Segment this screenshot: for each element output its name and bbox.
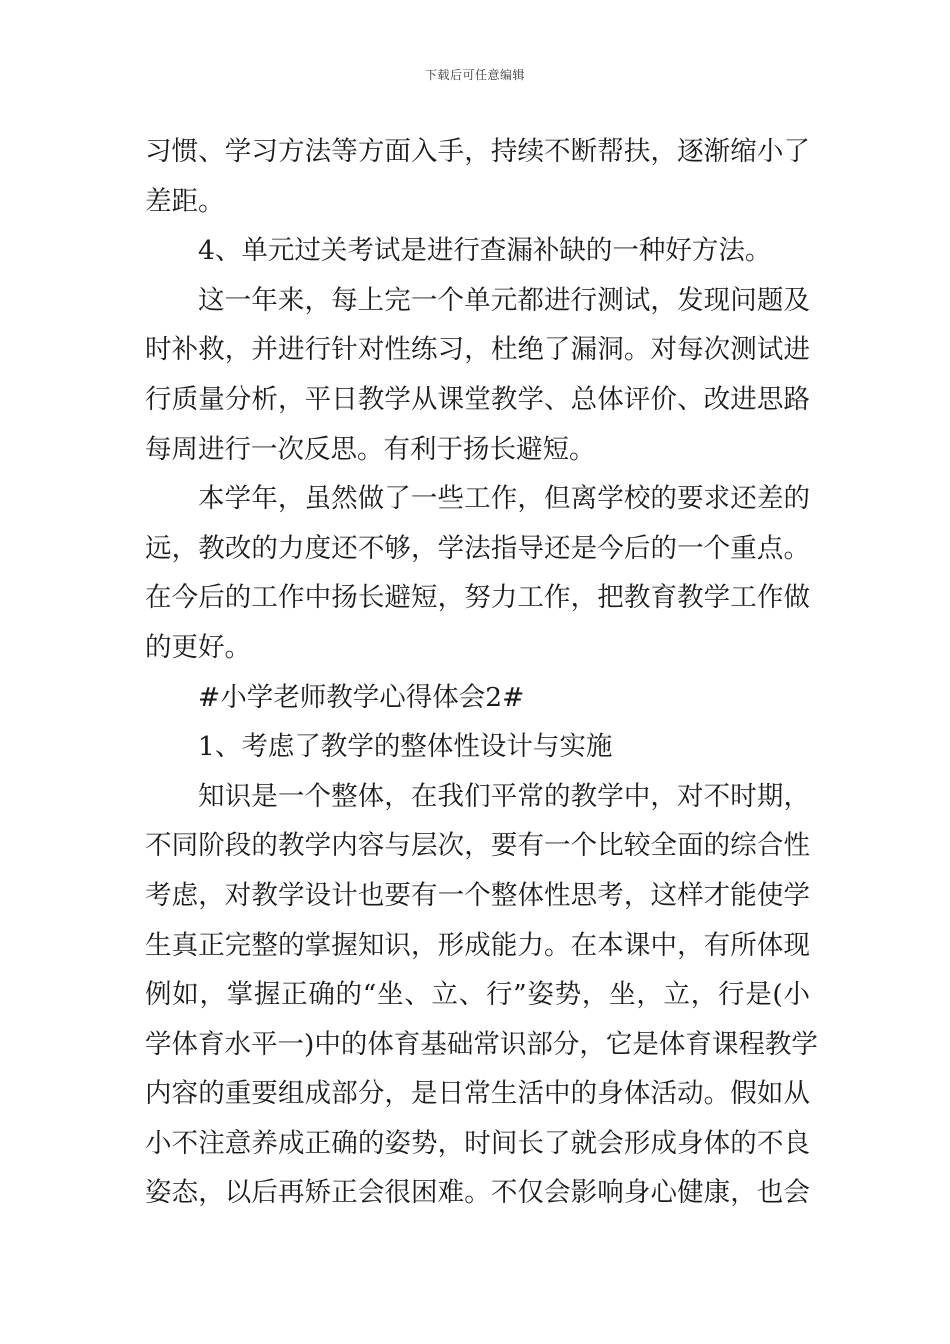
text-line: 每周进行一次反思。有利于扬长避短。 bbox=[145, 433, 596, 465]
text-line: 时补救，并进行针对性练习，杜绝了漏洞。对每次测试进 bbox=[145, 334, 810, 366]
text-line: 考虑，对教学设计也要有一个整体性思考，这样才能使学 bbox=[145, 879, 810, 911]
text-line: 内容的重要组成部分，是日常生活中的身体活动。假如从 bbox=[145, 1078, 810, 1110]
paragraph-start: 知识是一个整体，在我们平常的教学中，对不时期， bbox=[198, 780, 810, 812]
list-item-heading: 4、单元过关考试是进行查漏补缺的一种好方法。 bbox=[198, 235, 772, 267]
list-item-heading: 1、考虑了教学的整体性设计与实施 bbox=[198, 731, 613, 763]
text-line: 学体育水平一)中的体育基础常识部分，它是体育课程教学 bbox=[145, 1028, 818, 1060]
text-line: 生真正完整的掌握知识，形成能力。在本课中，有所体现 bbox=[145, 929, 810, 961]
text-line: 不同阶段的教学内容与层次，要有一个比较全面的综合性 bbox=[145, 830, 810, 862]
text-line: 远，教改的力度还不够，学法指导还是今后的一个重点。 bbox=[145, 532, 810, 564]
text-line: 差距。 bbox=[145, 185, 225, 217]
paragraph-start: 这一年来，每上完一个单元都进行测试，发现问题及 bbox=[198, 284, 810, 316]
section-heading: #小学老师教学心得体会2# bbox=[198, 681, 525, 713]
paragraph-start: 本学年，虽然做了一些工作，但离学校的要求还差的 bbox=[198, 483, 810, 515]
text-line: 例如，掌握正确的“坐、立、行”姿势，坐，立，行是(小 bbox=[145, 979, 810, 1011]
text-line: 小不注意养成正确的姿势，时间长了就会形成身体的不良 bbox=[145, 1127, 810, 1159]
text-line: 行质量分析，平日教学从课堂教学、总体评价、改进思路 bbox=[145, 383, 810, 415]
text-line: 习惯、学习方法等方面入手，持续不断帮扶，逐渐缩小了 bbox=[145, 136, 810, 167]
page-header: 下载后可任意编辑 bbox=[424, 68, 525, 82]
document-body bbox=[145, 127, 818, 1218]
text-line: 姿态，以后再矫正会很困难。不仅会影响身心健康，也会 bbox=[145, 1177, 810, 1209]
text-line: 在今后的工作中扬长避短，努力工作，把教育教学工作做 bbox=[145, 582, 810, 614]
text-line: 的更好。 bbox=[145, 631, 251, 663]
